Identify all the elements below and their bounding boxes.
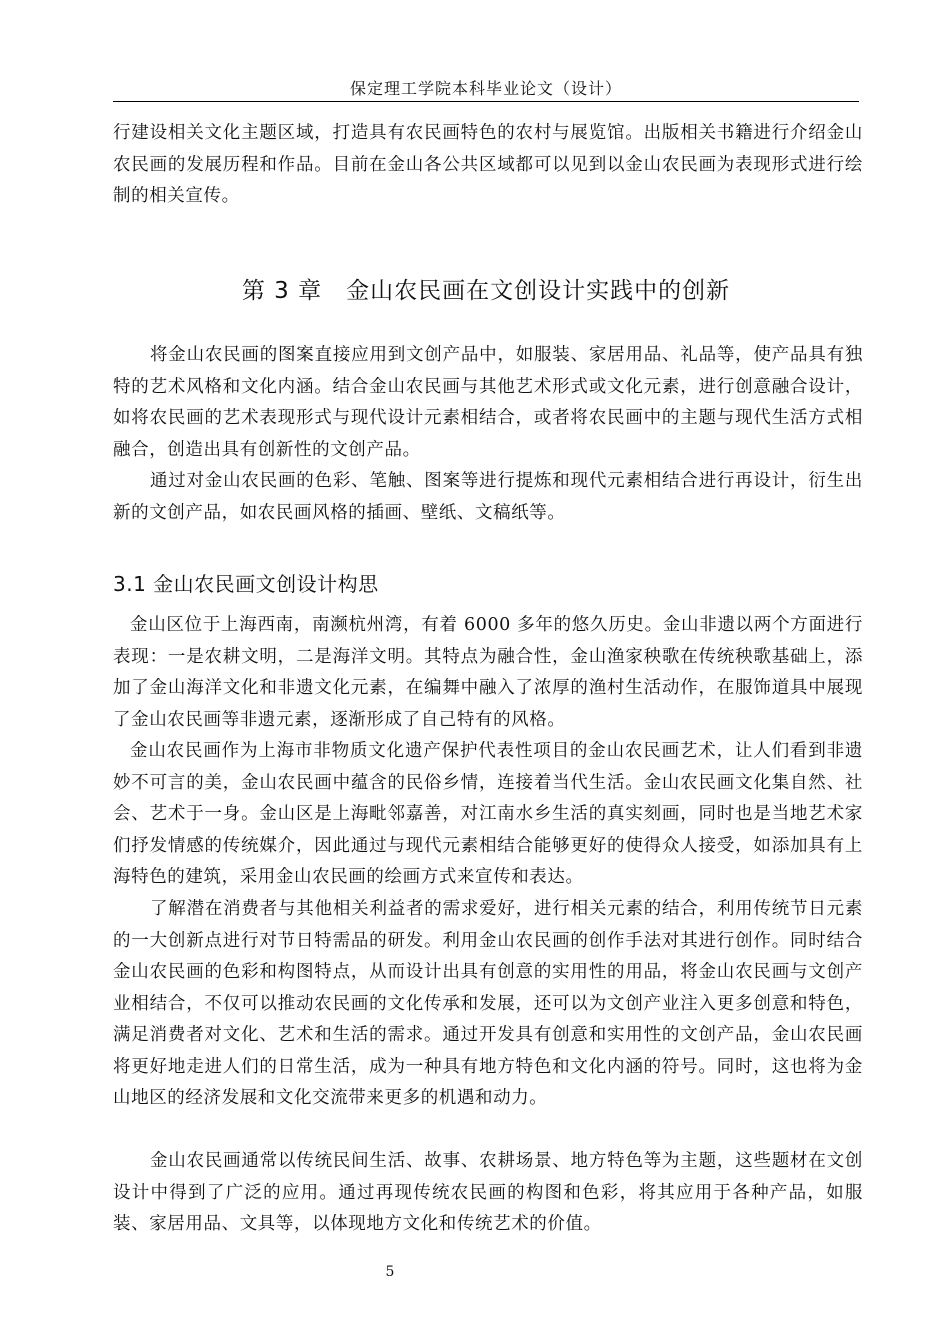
intro-paragraph: 行建设相关文化主题区域，打造具有农民画特色的农村与展览馆。出版相关书籍进行介绍金山农民画的发展历程和作品。目前在金山各公共区域都可以见到以金山农民画为表现形式进行绘制的相关宣传。 (113, 123, 863, 206)
section-paragraph-3: 了解潜在消费者与其他相关利益者的需求爱好，进行相关元素的结合，利用传统节日元素的一大创新点进行对节日特需品的研发。利用金山农民画的创作手法对其进行创作。同时结合金山农民画的色彩和构图特点，从而设计出具有创意的实用性的用品，将金山农民画与文创产业相结合，不仅可以推动农民画的文化传承和发展，还可以为文创产业注入更多创意和特色，满足消费者对文化、艺术和生活的需求。通过开发具有创意和实用性的文创产品，金山农民画将更好地走进人们的日常生活，成为一种具有地方特色和文化内涵的符号。同时，这也将为金山地区的经济发展和文化交流带来更多的机遇和动力。 (113, 899, 863, 1108)
chapter-paragraph-2: 通过对金山农民画的色彩、笔触、图案等进行提炼和现代元素相结合进行再设计，衍生出新的文创产品，如农民画风格的插画、壁纸、文稿纸等。 (113, 471, 863, 523)
chapter-title: 第 3 章 金山农民画在文创设计实践中的创新 (241, 278, 731, 304)
chapter-paragraph-1: 将金山农民画的图案直接应用到文创产品中，如服装、家居用品、礼品等，使产品具有独特的艺术风格和文化内涵。结合金山农民画与其他艺术形式或文化元素，进行创意融合设计，如将农民画的艺术表现形式与现代设计元素相结合，或者将农民画中的主题与现代生活方式相融合，创造出具有创新性的文创产品。 (113, 345, 863, 460)
page-number: 5 (385, 1264, 395, 1280)
section-paragraph-2: 金山农民画作为上海市非物质文化遗产保护代表性项目的金山农民画艺术，让人们看到非遗妙不可言的美，金山农民画中蕴含的民俗乡情，连接着当代生活。金山农民画文化集自然、社会、艺术于一身。金山区是上海毗邻嘉善，对江南水乡生活的真实刻画，同时也是当地艺术家们抒发情感的传统媒介，因此通过与现代元素相结合能够更好的使得众人接受，如添加具有上海特色的建筑，采用金山农民画的绘画方式来宣传和表达。 (113, 741, 863, 887)
header-divider (113, 101, 859, 102)
section-paragraph-4: 金山农民画通常以传统民间生活、故事、农耕场景、地方特色等为主题，这些题材在文创设计中得到了广泛的应用。通过再现传统农民画的构图和色彩，将其应用于各种产品，如服装、家居用品、文具等，以体现地方文化和传统艺术的价值。 (113, 1151, 863, 1234)
running-header: 保定理工学院本科毕业论文（设计） (349, 79, 622, 98)
section-paragraph-1: 金山区位于上海西南，南濒杭州湾，有着 6000 多年的悠久历史。金山非遗以两个方面进行表现：一是农耕文明，二是海洋文明。其特点为融合性，金山渔家秧歌在传统秧歌基础上，添加了金山海洋文化和非遗文化元素，在编舞中融入了浓厚的渔村生活动作，在服饰道具中展现了金山农民画等非遗元素，逐渐形成了自己特有的风格。 (113, 615, 863, 730)
section-title: 3.1 金山农民画文创设计构思 (113, 572, 379, 596)
